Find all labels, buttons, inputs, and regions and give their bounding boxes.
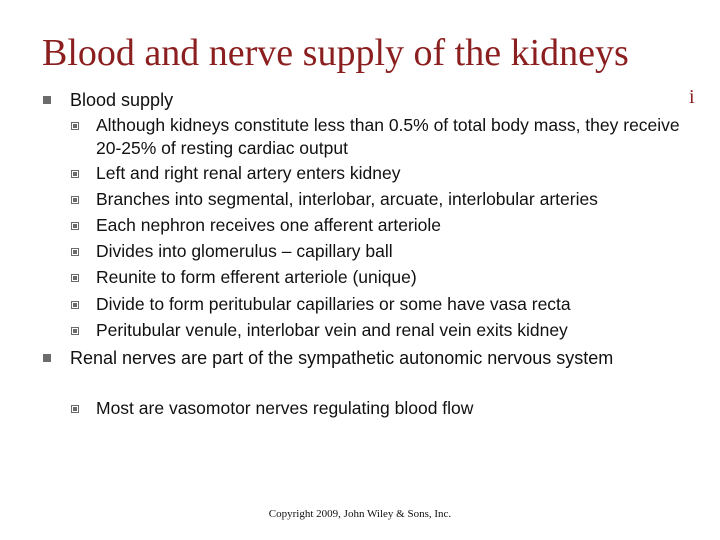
item-text: Each nephron receives one afferent arteriole — [96, 215, 442, 235]
square-bullet-icon — [71, 196, 79, 204]
square-bullet-icon — [71, 301, 79, 309]
edge-mark: i — [689, 86, 695, 108]
square-bullet-icon — [71, 327, 79, 335]
square-bullet-icon — [43, 354, 51, 362]
square-bullet-icon — [43, 96, 51, 104]
list-item — [96, 162, 686, 185]
list-item — [96, 188, 686, 211]
item-text: Branches into segmental, interlobar, arcuate, interlobular arteries — [96, 189, 598, 209]
square-bullet-icon — [71, 170, 79, 178]
square-bullet-icon — [71, 274, 79, 282]
item-text: Most are vasomotor nerves regulating blood flow — [96, 398, 474, 418]
square-bullet-icon — [71, 248, 79, 256]
list-item — [96, 319, 686, 342]
section-blood-supply — [70, 89, 660, 112]
slide-title: Blood and nerve supply of the kidneys — [42, 32, 629, 74]
item-text: Divides into glomerulus – capillary ball — [96, 241, 393, 261]
item-text: Although kidneys constitute less than 0.5% of total body mass, they receive 20-25% of resting cardiac output — [96, 115, 680, 158]
item-text: Divide to form peritubular capillaries or some have vasa recta — [96, 294, 571, 314]
square-bullet-icon — [71, 405, 79, 413]
list-item — [96, 114, 686, 160]
copyright-footer: Copyright 2009, John Wiley & Sons, Inc. — [268, 508, 452, 520]
section-label: Blood supply — [70, 90, 174, 110]
section-label: Renal nerves are part of the sympathetic autonomic nervous system — [70, 348, 614, 368]
list-item — [96, 293, 686, 316]
item-text: Reunite to form efferent arteriole (unique) — [96, 267, 417, 287]
list-item — [96, 240, 686, 263]
item-text: Peritubular venule, interlobar vein and renal vein exits kidney — [96, 320, 568, 340]
square-bullet-icon — [71, 122, 79, 130]
list-item — [96, 266, 686, 289]
square-bullet-icon — [71, 222, 79, 230]
list-item — [96, 214, 686, 237]
list-item — [96, 397, 686, 420]
section-renal-nerves — [70, 347, 660, 370]
item-text: Left and right renal artery enters kidney — [96, 163, 401, 183]
